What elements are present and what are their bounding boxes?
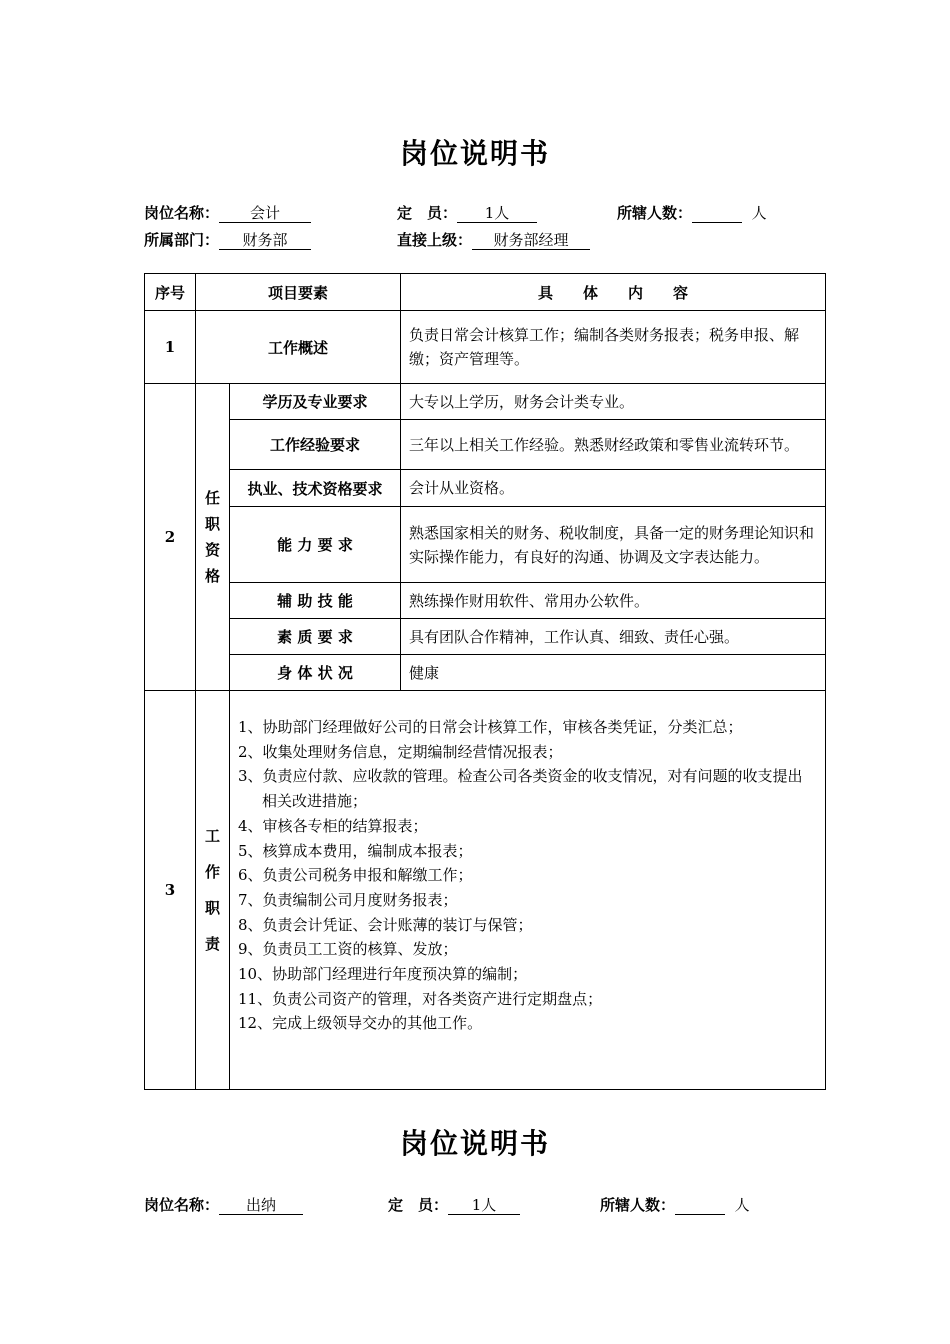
group-char: 责 bbox=[204, 935, 220, 953]
list-item: 12、完成上级领导交办的其他工作。 bbox=[238, 1014, 483, 1033]
item-content: 熟悉国家相关的财务、税收制度，具备一定的财务理论知识和实际操作能力，有良好的沟通、协调及文字表达能力。 bbox=[401, 507, 826, 583]
job2-name-value: 出纳 bbox=[219, 1197, 303, 1215]
group-char: 作 bbox=[204, 863, 220, 881]
qualification-group-label bbox=[196, 384, 230, 691]
item-content: 健康 bbox=[401, 655, 826, 691]
list-item: 6、负责公司税务申报和解缴工作； bbox=[238, 866, 473, 885]
subordinates-unit: 人 bbox=[751, 204, 767, 222]
list-item: 9、负责员工工资的核算、发放； bbox=[238, 940, 458, 959]
item-content: 负责日常会计核算工作；编制各类财务报表；税务申报、解缴；资产管理等。 bbox=[401, 311, 826, 384]
duties-group-label bbox=[196, 691, 230, 1090]
job2-name-field bbox=[144, 1194, 303, 1215]
item-label: 辅 助 技 能 bbox=[230, 583, 401, 619]
job2-subordinates-unit: 人 bbox=[734, 1196, 750, 1214]
list-item: 3、负责应付款、应收款的管理。检查公司各类资金的收支情况，对有问题的收支提出相关改进措施； bbox=[238, 767, 803, 811]
table-row bbox=[145, 583, 826, 619]
dept-field bbox=[144, 229, 311, 250]
group-char: 职 bbox=[204, 899, 220, 917]
table-row bbox=[145, 507, 826, 583]
table-row bbox=[145, 420, 826, 470]
item-label: 素 质 要 求 bbox=[230, 619, 401, 655]
job2-subordinates-label: 所辖人数： bbox=[600, 1196, 676, 1214]
list-item: 5、核算成本费用，编制成本报表； bbox=[238, 841, 473, 860]
job2-subordinates-blank bbox=[675, 1197, 725, 1215]
superior-field bbox=[397, 229, 590, 250]
table-row bbox=[145, 384, 826, 420]
table-row bbox=[145, 655, 826, 691]
item-content: 具有团队合作精神，工作认真、细致、责任心强。 bbox=[401, 619, 826, 655]
group-char: 工 bbox=[204, 827, 220, 845]
item-content: 大专以上学历，财务会计类专业。 bbox=[401, 384, 826, 420]
dept-value: 财务部 bbox=[219, 232, 311, 250]
item-content: 三年以上相关工作经验。熟悉财经政策和零售业流转环节。 bbox=[401, 420, 826, 470]
subordinates-field bbox=[617, 202, 767, 223]
header-content: 具 体 内 容 bbox=[401, 274, 826, 311]
list-item: 4、审核各专柜的结算报表； bbox=[238, 816, 428, 835]
header-no: 序号 bbox=[145, 274, 196, 311]
item-label: 能 力 要 求 bbox=[230, 507, 401, 583]
job2-name-label: 岗位名称： bbox=[144, 1196, 220, 1214]
item-label: 工作经验要求 bbox=[230, 420, 401, 470]
subordinates-label: 所辖人数： bbox=[617, 204, 693, 222]
item-label: 工作概述 bbox=[196, 311, 401, 384]
item-label: 身 体 状 况 bbox=[230, 655, 401, 691]
list-item: 2、收集处理财务信息，定期编制经营情况报表； bbox=[238, 742, 563, 761]
job-description-table bbox=[144, 273, 826, 1090]
row-number: 2 bbox=[145, 384, 196, 691]
page-title: 岗位说明书 bbox=[399, 137, 550, 170]
item-content: 会计从业资格。 bbox=[401, 470, 826, 507]
job-name-label: 岗位名称： bbox=[144, 204, 220, 222]
item-content: 熟练操作财用软件、常用办公软件。 bbox=[401, 583, 826, 619]
table-row bbox=[145, 311, 826, 384]
list-item: 7、负责编制公司月度财务报表； bbox=[238, 890, 458, 909]
subordinates-blank bbox=[692, 205, 742, 223]
job2-subordinates-field bbox=[600, 1194, 750, 1215]
job-name-field bbox=[144, 202, 311, 223]
list-item: 1、协助部门经理做好公司的日常会计核算工作，审核各类凭证，分类汇总； bbox=[238, 718, 743, 736]
duties-list bbox=[230, 691, 826, 1090]
table-row bbox=[145, 470, 826, 507]
headcount-field bbox=[397, 202, 537, 223]
group-char: 任 bbox=[204, 489, 220, 507]
item-label: 学历及专业要求 bbox=[230, 384, 401, 420]
header-item: 项目要素 bbox=[196, 274, 401, 311]
list-item: 11、负责公司资产的管理，对各类资产进行定期盘点； bbox=[238, 989, 603, 1008]
group-char: 职 bbox=[204, 515, 220, 533]
job-name-value: 会计 bbox=[219, 205, 311, 223]
row-number: 3 bbox=[145, 691, 196, 1090]
second-page-title: 岗位说明书 bbox=[399, 1127, 550, 1160]
row-number: 1 bbox=[145, 311, 196, 384]
dept-label: 所属部门： bbox=[144, 231, 220, 249]
job2-headcount-value: 1人 bbox=[448, 1197, 520, 1215]
table-row bbox=[145, 691, 826, 1090]
headcount-label: 定 员： bbox=[397, 204, 458, 222]
headcount-value: 1人 bbox=[457, 205, 537, 223]
superior-value: 财务部经理 bbox=[472, 232, 590, 250]
group-char: 资 bbox=[204, 541, 220, 559]
list-item: 10、协助部门经理进行年度预决算的编制； bbox=[238, 965, 528, 984]
job2-headcount-field bbox=[388, 1194, 520, 1215]
job2-headcount-label: 定 员： bbox=[388, 1196, 449, 1214]
group-char: 格 bbox=[204, 567, 220, 585]
table-row bbox=[145, 619, 826, 655]
item-label: 执业、技术资格要求 bbox=[230, 470, 401, 507]
list-item: 8、负责会计凭证、会计账薄的装订与保管； bbox=[238, 915, 533, 934]
table-header-row bbox=[145, 274, 826, 311]
superior-label: 直接上级： bbox=[397, 231, 473, 249]
